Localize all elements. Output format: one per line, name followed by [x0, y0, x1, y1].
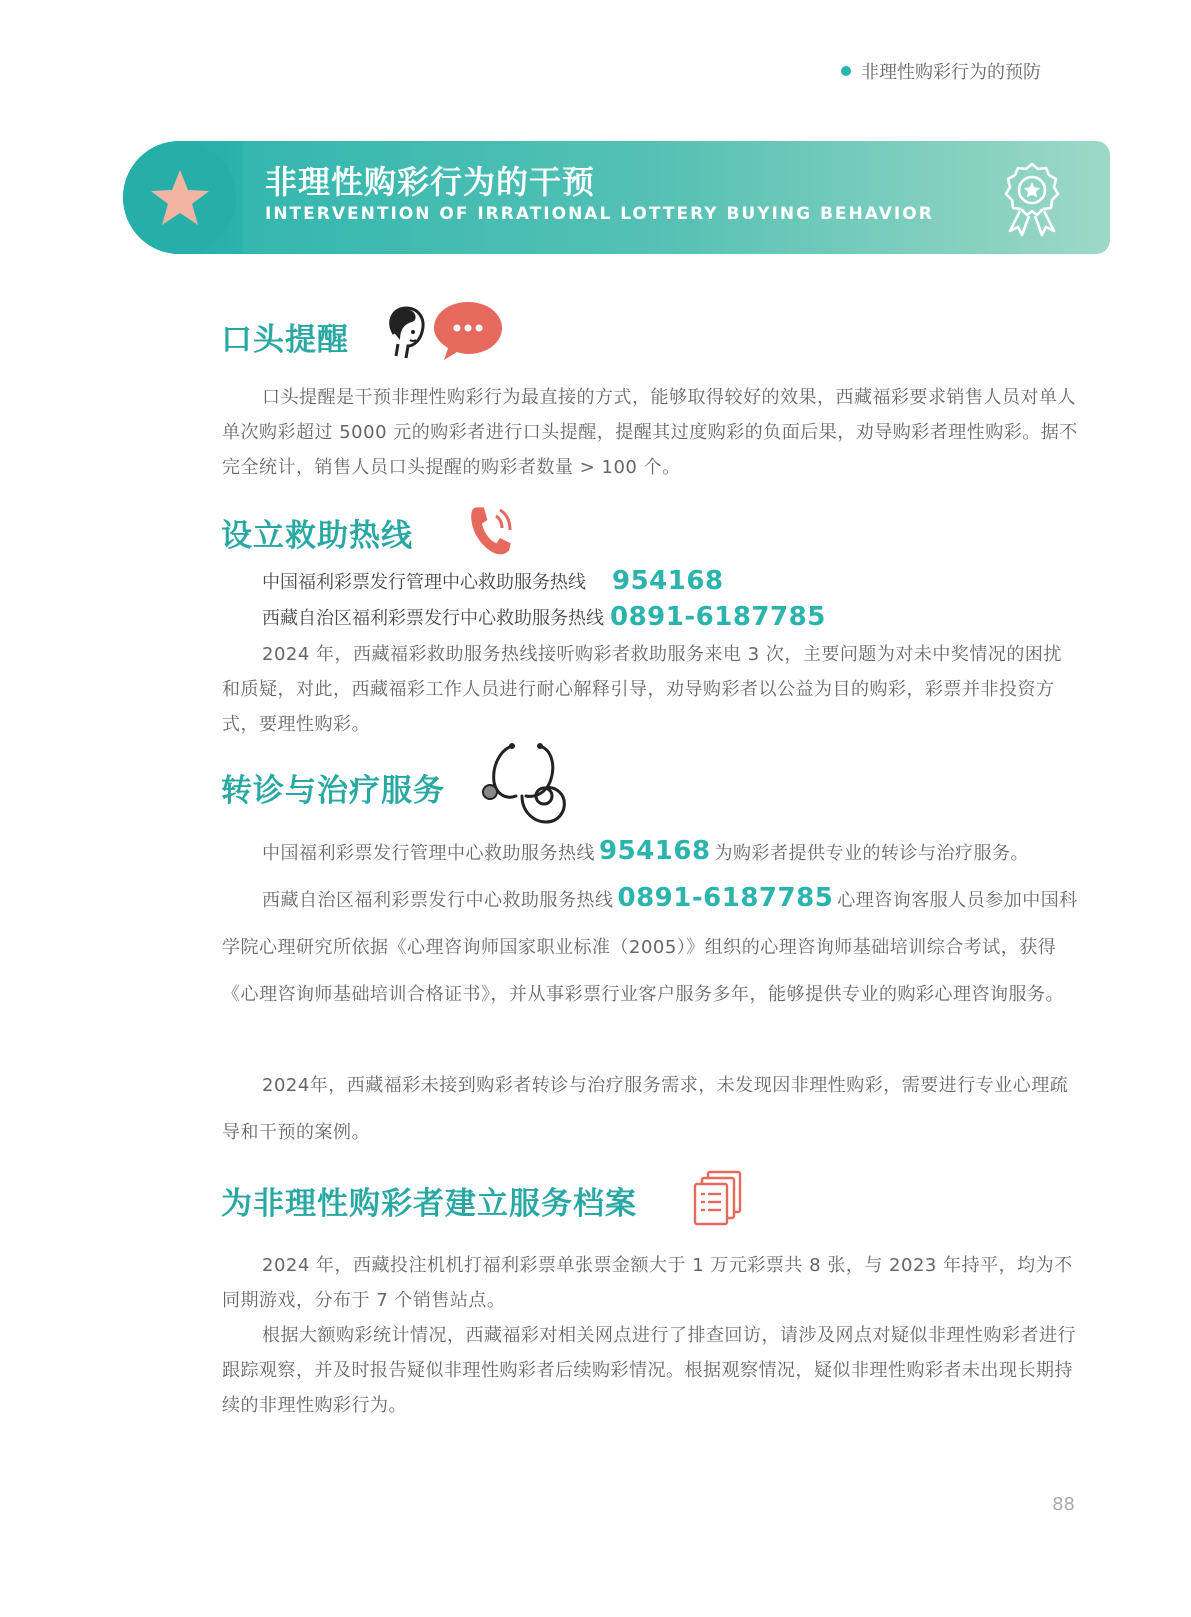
bullet-dot-icon: [841, 66, 851, 76]
verbal-reminder-paragraph: 口头提醒是干预非理性购彩行为最直接的方式，能够取得较好的效果，西藏福彩要求销售人员对单人单次购彩超过 5000 元的购彩者进行口头提醒，提醒其过度购彩的负面后果，劝导购彩者理性购彩。据不完全统计，销售人员口头提醒的购彩者数量 > 100 个。: [222, 387, 1078, 478]
hotline-paragraph: 2024 年，西藏福彩救助服务热线接听购彩者救助服务来电 3 次，主要问题为对未中奖情况的困扰和质疑，对此，西藏福彩工作人员进行耐心解释引导，劝导购彩者以公益为目的购彩，彩票并非投资方式，要理性购彩。: [222, 644, 1062, 735]
running-header: [841, 58, 1041, 84]
chapter-banner: [123, 141, 1110, 254]
running-header-label: 非理性购彩行为的预防: [861, 62, 1041, 83]
referral-paragraph-3: 2024年，西藏福彩未接到购彩者转诊与治疗服务需求，未发现因非理性购彩，需要进行专业心理疏导和干预的案例。: [222, 1075, 1069, 1143]
heading-referral: 转诊与治疗服务: [221, 773, 445, 809]
hotline-tibet: [262, 602, 826, 632]
referral-paragraph-1: 中国福利彩票发行管理中心救助服务热线 954168 为购彩者提供专业的转诊与治疗服务。: [262, 836, 1030, 866]
stethoscope-icon: [478, 740, 570, 828]
banner-subtitle: INTERVENTION OF IRRATIONAL LOTTERY BUYING BEHAVIOR: [265, 204, 934, 224]
page-number: 88: [1052, 1494, 1075, 1515]
banner-title: 非理性购彩行为的干预: [265, 163, 596, 201]
hotline-national-number[interactable]: 954168: [612, 566, 724, 596]
referral-tibet-number[interactable]: 0891-6187785: [617, 883, 834, 913]
hotline-national-label: 中国福利彩票发行管理中心救助服务热线: [262, 572, 586, 593]
hotline-national: [262, 566, 724, 596]
archive-paragraph-1: 2024 年，西藏投注机机打福利彩票单张票金额大于 1 万元彩票共 8 张，与 2023 年持平，均为不同期游戏，分布于 7 个销售站点。: [222, 1255, 1073, 1311]
heading-service-archive: 为非理性购彩者建立服务档案: [221, 1186, 637, 1222]
heading-hotline: 设立救助热线: [221, 518, 413, 554]
person-speech-bubble-icon: [380, 300, 505, 364]
referral-national-number[interactable]: 954168: [599, 836, 711, 866]
banner-star-badge: [123, 141, 236, 254]
heading-verbal-reminder: 口头提醒: [221, 322, 349, 358]
referral-paragraph-2: 西藏自治区福利彩票发行中心救助服务热线 0891-6187785 心理咨询客服人员参加中国科学院心理研究所依据《心理咨询师国家职业标准（2005）》组织的心理咨询师基础培训综合考试，获得《心理咨询师基础培训合格证书》，并从事彩票行业客户服务多年，能够提供专业的购彩心理咨询服务。: [222, 883, 1078, 1005]
hotline-tibet-number[interactable]: 0891-6187785: [610, 602, 826, 632]
archive-paragraph-2: 根据大额购彩统计情况，西藏福彩对相关网点进行了排查回访，请涉及网点对疑似非理性购彩者进行跟踪观察，并及时报告疑似非理性购彩者后续购彩情况。根据观察情况，疑似非理性购彩者未出现长期持续的非理性购彩行为。: [222, 1325, 1076, 1416]
star-icon: [149, 168, 211, 228]
phone-icon: [464, 502, 514, 560]
documents-icon: [692, 1170, 744, 1226]
hotline-tibet-label: 西藏自治区福利彩票发行中心救助服务热线: [262, 608, 604, 629]
award-ribbon-icon: [1000, 161, 1064, 237]
